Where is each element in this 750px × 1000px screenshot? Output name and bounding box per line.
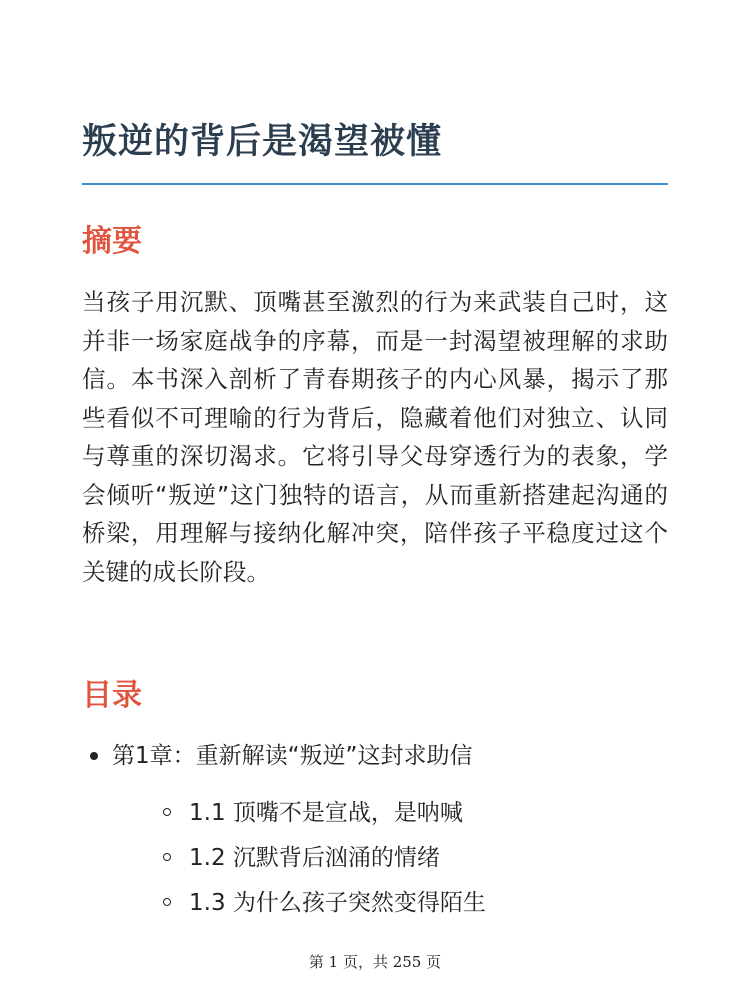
toc-section-label: 1.2 沉默背后汹涌的情绪 [189,845,440,871]
page-number-footer: 第 1 页，共 255 页 [308,953,442,971]
toc-section-item [189,885,486,921]
toc-section-item [189,795,463,831]
toc-chapter-label: 第1章：重新解读“叛逆”这封求助信 [112,743,473,769]
abstract-heading: 摘要 [82,224,142,259]
toc-chapter-item [112,738,472,774]
title-divider [82,183,668,185]
toc-heading: 目录 [82,678,142,713]
bullet-circle-icon [163,853,171,861]
bullet-circle-icon [163,898,171,906]
bullet-dot-icon [90,752,98,760]
document-page [82,0,668,1000]
toc-section-item [189,840,440,876]
toc-section-label: 1.3 为什么孩子突然变得陌生 [189,890,486,916]
document-title: 叛逆的背后是渴望被懂 [82,122,443,162]
bullet-circle-icon [163,808,171,816]
toc-section-label: 1.1 顶嘴不是宣战，是呐喊 [189,800,463,826]
abstract-paragraph: 当孩子用沉默、顶嘴甚至激烈的行为来武装自己时，这并非一场家庭战争的序幕，而是一封渴望被理解的求助信。本书深入剖析了青春期孩子的内心风暴，揭示了那些看似不可理喻的行为背后，隐藏着他们对独立、认同与尊重的深切渴求。它将引导父母穿透行为的表象，学会倾听“叛逆”这门独特的语言，从而重新搭建起沟通的桥梁，用理解与接纳化解冲突，陪伴孩子平稳度过这个关键的成长阶段。 [82,288,668,586]
